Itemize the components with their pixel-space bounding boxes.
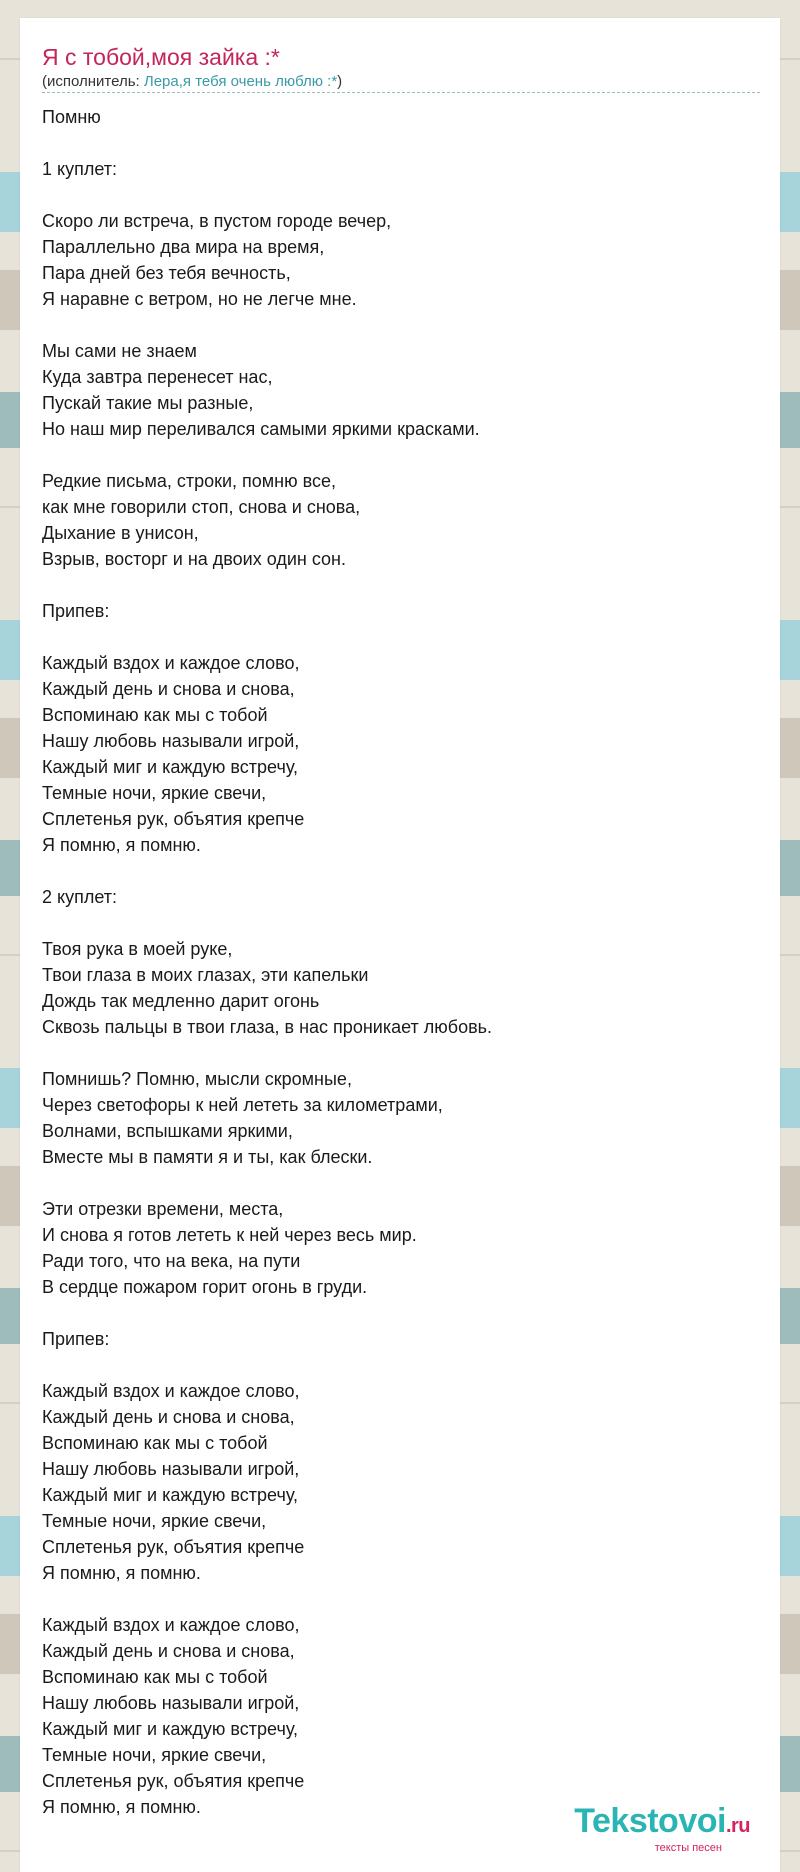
lyric-line: Сплетенья рук, объятия крепче — [42, 809, 305, 829]
lyric-line: Вспоминаю как мы с тобой — [42, 1433, 268, 1453]
lyric-line — [42, 182, 760, 208]
lyric-line — [42, 312, 760, 338]
lyric-line — [42, 624, 760, 650]
lyric-line: Дыхание в унисон, — [42, 523, 199, 543]
lyric-line: Темные ночи, яркие свечи, — [42, 1511, 267, 1531]
lyric-line — [42, 1300, 760, 1326]
lyric-line: Нашу любовь называли игрой, — [42, 1459, 300, 1479]
performer-suffix: ) — [337, 73, 343, 90]
lyric-line: Я помню, я помню. — [42, 1797, 201, 1817]
lyric-line: Помнишь? Помню, мысли скромные, — [42, 1069, 352, 1089]
lyric-line: Сквозь пальцы в твои глаза, в нас проникает любовь. — [42, 1017, 493, 1037]
lyric-line: Твоя рука в моей руке, — [42, 939, 233, 959]
lyrics-body — [42, 104, 760, 1820]
lyric-line: Темные ночи, яркие свечи, — [42, 783, 267, 803]
lyric-line: Параллельно два мира на время, — [42, 237, 325, 257]
logo-tld: .ru — [725, 1815, 750, 1837]
lyric-line: Сплетенья рук, объятия крепче — [42, 1537, 305, 1557]
lyric-line: как мне говорили стоп, снова и снова, — [42, 497, 361, 517]
lyric-line: Каждый день и снова и снова, — [42, 1407, 295, 1427]
lyric-line: Каждый вздох и каждое слово, — [42, 1381, 300, 1401]
logo-wordmark — [574, 1803, 750, 1844]
lyric-line: Эти отрезки времени, места, — [42, 1199, 284, 1219]
lyric-line: Вспоминаю как мы с тобой — [42, 705, 268, 725]
lyric-line: 2 куплет: — [42, 887, 117, 907]
lyric-line: Сплетенья рук, объятия крепче — [42, 1771, 305, 1791]
lyric-line: Дождь так медленно дарит огонь — [42, 991, 320, 1011]
lyric-line: Каждый день и снова и снова, — [42, 1641, 295, 1661]
lyric-line: В сердце пожаром горит огонь в груди. — [42, 1277, 368, 1297]
performer-prefix: (исполнитель: — [42, 73, 144, 90]
lyric-line: Но наш мир переливался самыми яркими красками. — [42, 419, 480, 439]
lyric-line — [42, 1586, 760, 1612]
lyric-line: Твои глаза в моих глазах, эти капельки — [42, 965, 369, 985]
lyric-line: Вспоминаю как мы с тобой — [42, 1667, 268, 1687]
lyric-line: Припев: — [42, 601, 110, 621]
lyric-line: Я помню, я помню. — [42, 1563, 201, 1583]
lyrics-card — [20, 18, 780, 1872]
lyric-line: И снова я готов лететь к ней через весь мир. — [42, 1225, 417, 1245]
lyric-line — [42, 572, 760, 598]
lyric-line: Взрыв, восторг и на двоих один сон. — [42, 549, 346, 569]
lyric-line: Ради того, что на века, на пути — [42, 1251, 301, 1271]
lyric-line: Темные ночи, яркие свечи, — [42, 1745, 267, 1765]
lyric-line — [42, 1040, 760, 1066]
logo-name: Tekstovoi — [574, 1802, 726, 1840]
lyric-line — [42, 1170, 760, 1196]
lyric-line: Пускай такие мы разные, — [42, 393, 254, 413]
lyric-line: Мы сами не знаем — [42, 341, 197, 361]
lyric-line — [42, 130, 760, 156]
song-title: Я с тобой,моя зайка :* — [42, 44, 280, 70]
lyric-line: Каждый миг и каждую встречу, — [42, 1719, 299, 1739]
lyric-line: Вместе мы в памяти я и ты, как блески. — [42, 1147, 373, 1167]
header-divider — [42, 92, 760, 93]
logo-tagline: тексты песен — [654, 1842, 722, 1854]
lyric-line: Я помню, я помню. — [42, 835, 201, 855]
site-logo[interactable] — [574, 1803, 750, 1854]
lyric-line: Нашу любовь называли игрой, — [42, 731, 300, 751]
lyric-line: Волнами, вспышками яркими, — [42, 1121, 293, 1141]
lyric-line — [42, 1352, 760, 1378]
lyric-line: Куда завтра перенесет нас, — [42, 367, 273, 387]
lyric-line: Каждый день и снова и снова, — [42, 679, 295, 699]
lyric-line: Редкие письма, строки, помню все, — [42, 471, 336, 491]
lyric-line — [42, 910, 760, 936]
lyric-line: Пара дней без тебя вечность, — [42, 263, 291, 283]
lyric-line: Нашу любовь называли игрой, — [42, 1693, 300, 1713]
lyric-line: Каждый миг и каждую встречу, — [42, 1485, 299, 1505]
lyric-line: Я наравне с ветром, но не легче мне. — [42, 289, 357, 309]
lyric-line: Через светофоры к ней лететь за километрами, — [42, 1095, 443, 1115]
lyric-line: Каждый вздох и каждое слово, — [42, 653, 300, 673]
song-header — [42, 42, 760, 92]
lyric-line: Каждый миг и каждую встречу, — [42, 757, 299, 777]
lyric-line: 1 куплет: — [42, 159, 117, 179]
lyric-line: Каждый вздох и каждое слово, — [42, 1615, 300, 1635]
performer-link[interactable]: Лера,я тебя очень люблю :* — [143, 73, 338, 90]
lyric-line: Помню — [42, 107, 101, 127]
lyric-line: Припев: — [42, 1329, 110, 1349]
performer-line — [42, 72, 760, 92]
lyric-line — [42, 858, 760, 884]
lyric-line: Скоро ли встреча, в пустом городе вечер, — [42, 211, 392, 231]
lyric-line — [42, 442, 760, 468]
